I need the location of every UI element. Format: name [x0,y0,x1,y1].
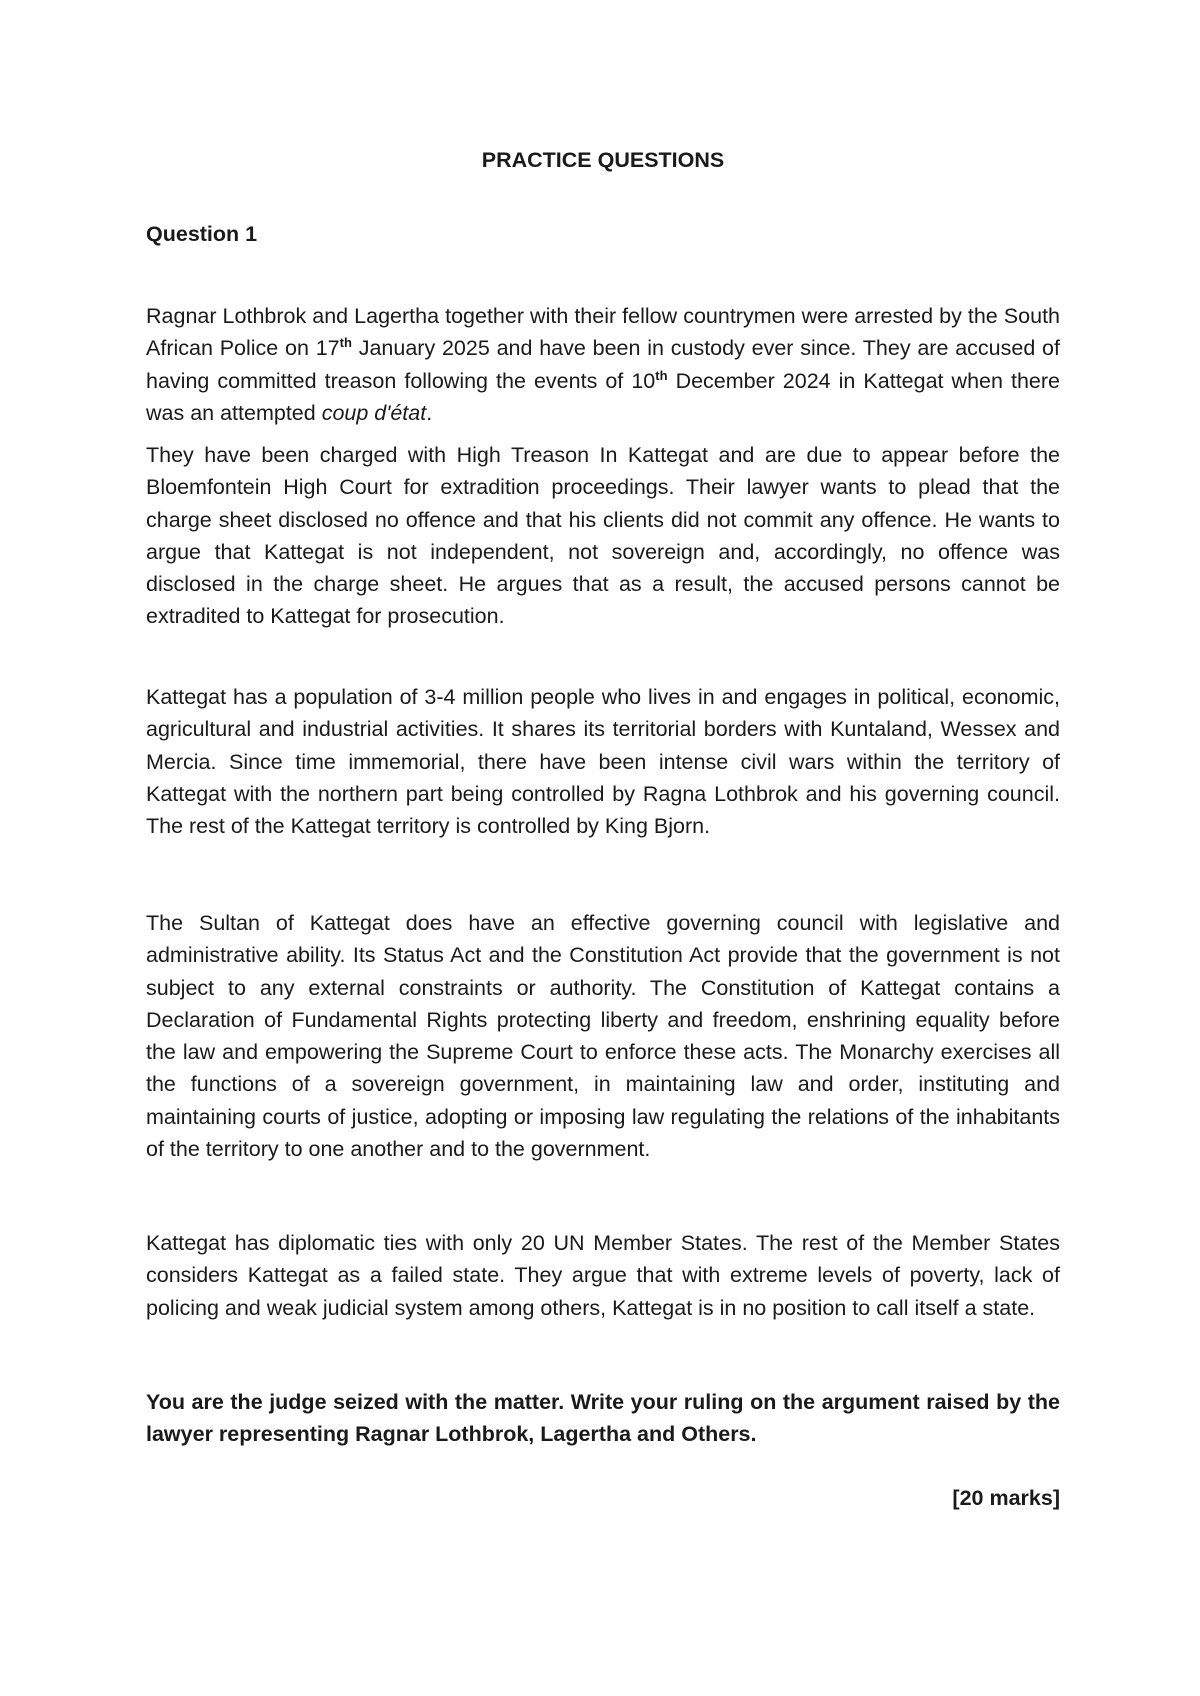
paragraph-population: Kattegat has a population of 3-4 million people who lives in and engages in political, economic, agricultural and industrial activities. It shares its territorial borders with Kuntaland, Wessex and Mercia. Since time immemorial, there have been intense civil wars within the territory of Kattegat with the northern part being controlled by Ragna Lothbrok and his governing council. The rest of the Kattegat territory is controlled by King Bjorn. [146,685,1060,839]
paragraph-arrest-text-c: December 2024 in Kattegat when there was an attempted [146,368,1060,425]
paragraph-diplomacy: Kattegat has diplomatic ties with only 20 UN Member States. The rest of the Member States considers Kattegat as a failed state. They argue that with extreme levels of poverty, lack of policing and weak judicial system among others, Kattegat is in no position to call itself a state. [146,1231,1060,1320]
paragraph-governance: The Sultan of Kattegat does have an effective governing council with legislative and administrative ability. Its Status Act and the Constitution Act provide that the government is not subject to any external constraints or authority. The Constitution of Kattegat contains a Declaration of Fundamental Rights protecting liberty and freedom, enshrining equality before the law and empowering the Supreme Court to enforce these acts. The Monarchy exercises all the functions of a sovereign government, in maintaining law and order, instituting and maintaining courts of justice, adopting or imposing law regulating the relations of the inhabitants of the territory to one another and to the government. [146,911,1060,1162]
paragraph-arrest-text-d: . [426,400,433,425]
coup-detat-italic: coup d'état [321,400,427,425]
question-instruction: You are the judge seized with the matter. Write your ruling on the argument raised by the lawyer representing Ragnar Lothbrok, Lagertha and Others. [146,1390,1060,1447]
ordinal-suffix: th [655,367,668,383]
ordinal-suffix: th [339,335,352,351]
question-heading: Question 1 [146,222,258,246]
paragraph-arrest-text-b: January 2025 and have been in custody ever since. They are accused of having committed treason following the events of 10 [146,336,1060,393]
marks-allocation: [20 marks] [952,1486,1060,1510]
page-title: PRACTICE QUESTIONS [481,148,725,172]
paragraph-arrest-text-a: Ragnar Lothbrok and Lagertha together with their fellow countrymen were arrested by the South African Police on 17 [146,304,1060,361]
paragraph-arrest [146,300,1060,429]
paragraph-charges: They have been charged with High Treason In Kattegat and are due to appear before the Bloemfontein High Court for extradition proceedings. Their lawyer wants to plead that the charge sheet disclosed no offence and that his clients did not commit any offence. He wants to argue that Kattegat is not independent, not sovereign and, accordingly, no offence was disclosed in the charge sheet. He argues that as a result, the accused persons cannot be extradited to Kattegat for prosecution. [146,443,1060,629]
